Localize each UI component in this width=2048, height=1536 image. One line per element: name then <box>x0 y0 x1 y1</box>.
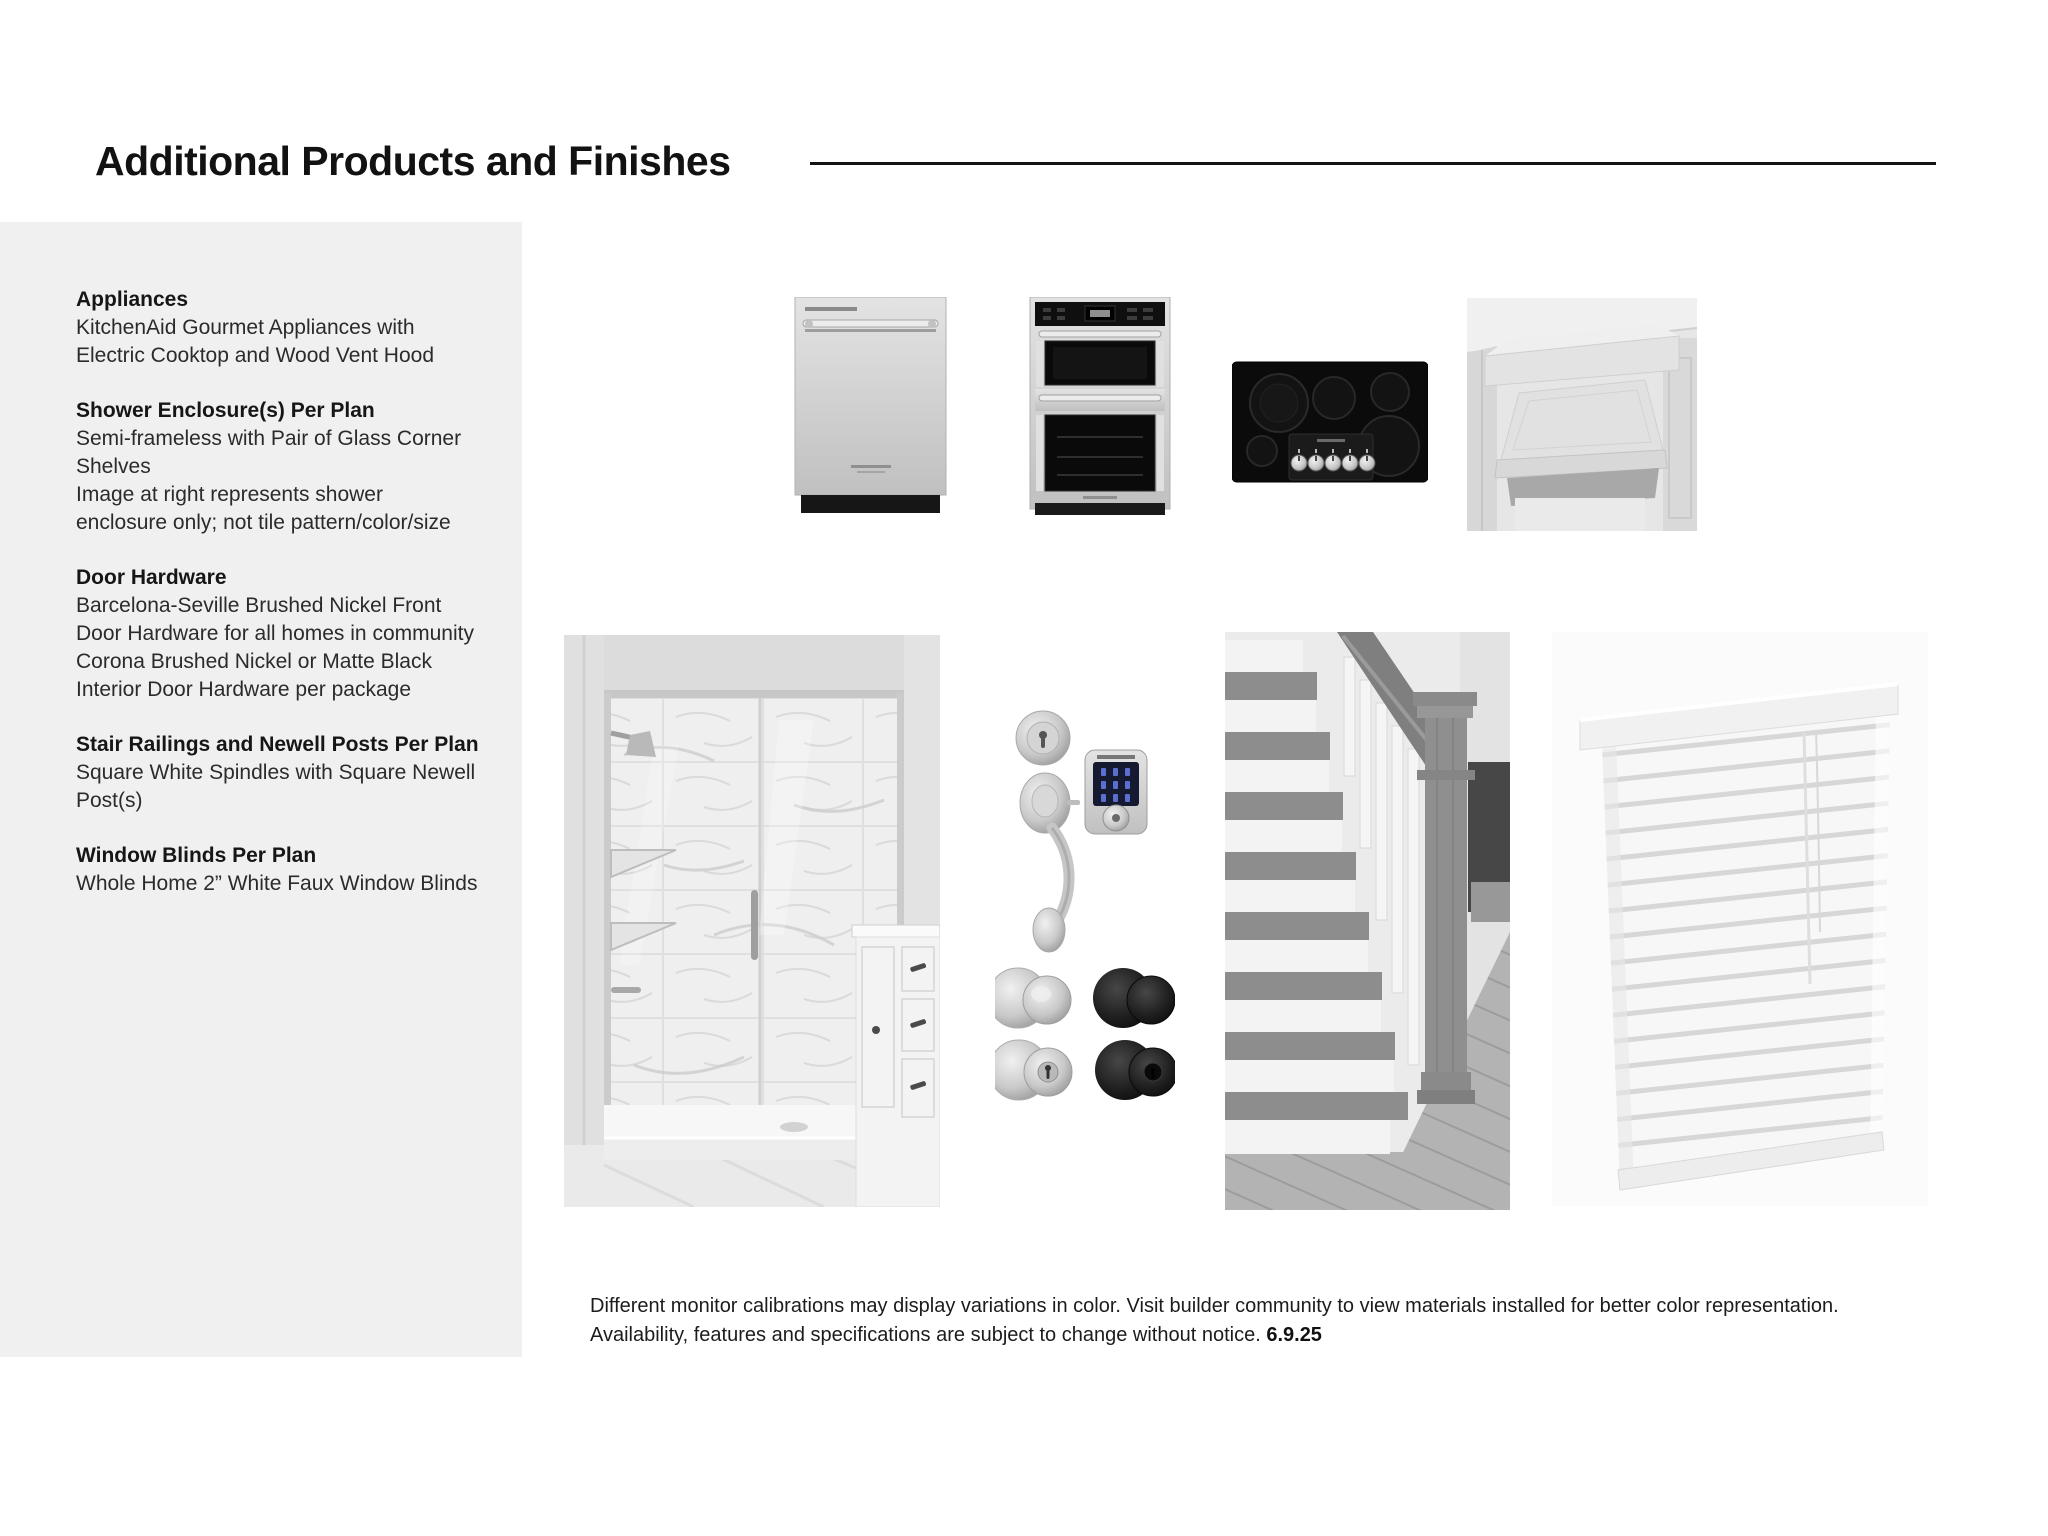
section-line: Corona Brushed Nickel or Matte Black Interior Door Hardware per package <box>76 650 432 701</box>
section-heading: Stair Railings and Newell Posts Per Plan <box>76 733 479 756</box>
stair-railing-image <box>1225 632 1510 1210</box>
electric-cooktop-image <box>1232 358 1428 486</box>
smart-lock <box>1085 750 1147 834</box>
window-blinds-image <box>1552 632 1928 1206</box>
shower-enclosure-image <box>564 635 940 1207</box>
sidebar-section-shower <box>76 397 486 537</box>
revision-date: 6.9.25 <box>1266 1324 1322 1346</box>
knob-black-passage <box>1093 968 1175 1028</box>
handleset <box>1020 773 1080 952</box>
sidebar-section-door-hardware <box>76 564 486 704</box>
section-line: Barcelona-Seville Brushed Nickel Front Door Hardware for all homes in community <box>76 594 474 645</box>
oven-display <box>1090 310 1110 317</box>
section-heading: Window Blinds Per Plan <box>76 844 317 867</box>
sidebar-section-stair-railings <box>76 731 486 815</box>
dishwasher-brand-badge <box>805 307 857 311</box>
knob-black-keyed <box>1095 1040 1175 1100</box>
door-hardware-image <box>995 702 1175 1122</box>
cooktop-brand-badge <box>1317 439 1345 442</box>
shower-door-handle <box>751 890 758 960</box>
wall-oven-microwave-image <box>1027 297 1173 518</box>
title-rule <box>810 162 1936 165</box>
section-heading: Door Hardware <box>76 566 227 589</box>
section-heading: Shower Enclosure(s) Per Plan <box>76 399 375 422</box>
page-title: Additional Products and Finishes <box>95 138 731 184</box>
section-line: Semi-frameless with Pair of Glass Corner Shelves <box>76 427 462 478</box>
section-line: Square White Spindles with Square Newell Post(s) <box>76 761 476 812</box>
deadbolt <box>1016 711 1070 765</box>
sidebar <box>0 222 522 1357</box>
shower-drain <box>780 1122 808 1132</box>
dishwasher-image <box>793 297 948 519</box>
disclaimer-text: Different monitor calibrations may display variations in color. Visit builder community to view materials installed for better color representation. Availability, features and specifications are subject to change without notice. <box>590 1295 1839 1346</box>
section-line: KitchenAid Gourmet Appliances with Electric Cooktop and Wood Vent Hood <box>76 316 434 367</box>
blind-slats <box>1602 706 1890 1186</box>
section-line: Image at right represents shower enclosure only; not tile pattern/color/size <box>76 483 451 534</box>
section-heading: Appliances <box>76 288 189 311</box>
wood-vent-hood-image <box>1467 298 1697 531</box>
knob-nickel-keyed <box>995 1040 1072 1100</box>
section-line: Whole Home 2” White Faux Window Blinds <box>76 872 478 895</box>
sidebar-section-window-blinds <box>76 842 486 898</box>
knob-nickel-passage <box>995 968 1071 1028</box>
sidebar-section-appliances <box>76 286 486 370</box>
vanity <box>852 925 940 1207</box>
disclaimer <box>590 1292 1875 1350</box>
